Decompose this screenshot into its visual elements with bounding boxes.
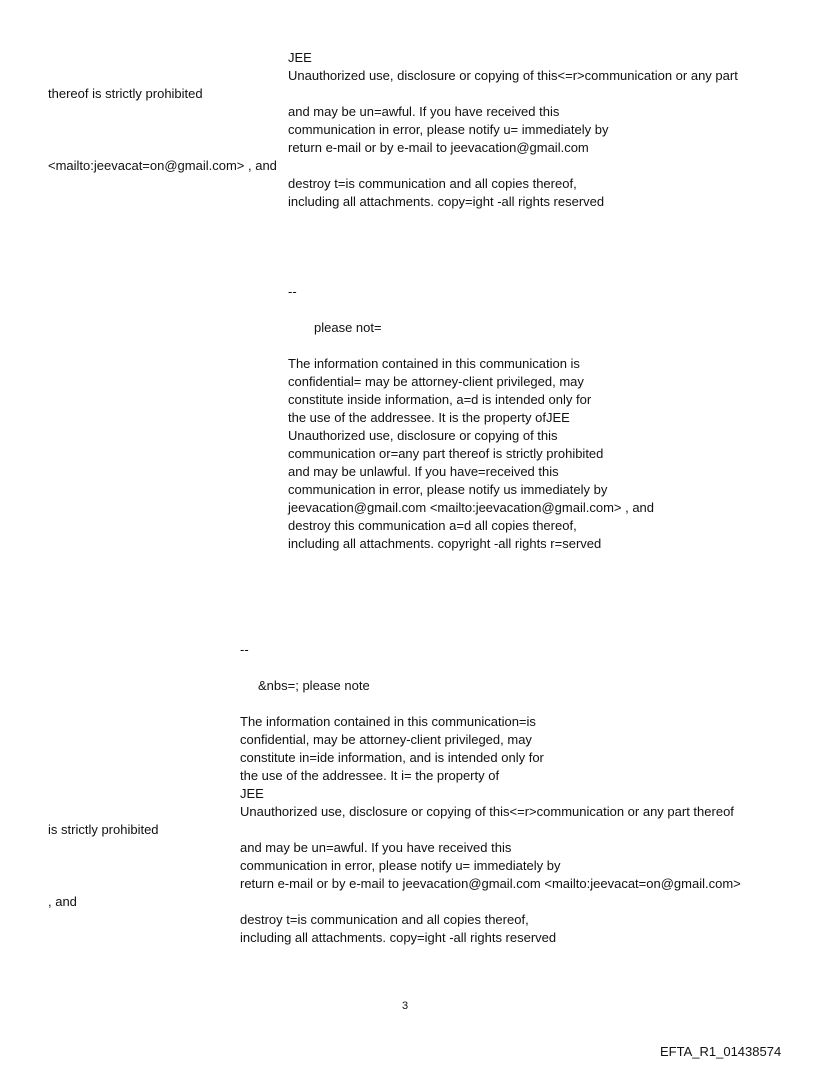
- document-id: EFTA_R1_01438574: [660, 1044, 782, 1059]
- text-line: including all attachments. copy=ight -all rights reserved: [240, 930, 557, 945]
- notice-heading: &nbs=; please note: [258, 678, 370, 693]
- separator: --: [288, 284, 297, 299]
- text-line: destroy this communication a=d all copies thereof,: [288, 518, 577, 533]
- text-line: and may be unlawful. If you have=received this: [288, 464, 559, 479]
- text-line: and may be un=awful. If you have received this: [240, 840, 512, 855]
- text-line: , and: [48, 894, 77, 909]
- text-line: communication in error, please notify us immediately by: [288, 482, 608, 497]
- separator: --: [240, 642, 249, 657]
- text-line: jeevacation@gmail.com <mailto:jeevacation@gmail.com> , and: [288, 500, 655, 515]
- notice-heading: please not=: [314, 320, 382, 335]
- text-line: destroy t=is communication and all copies thereof,: [288, 176, 577, 191]
- text-line: <mailto:jeevacat=on@gmail.com> , and: [48, 158, 277, 173]
- text-line: destroy t=is communication and all copies thereof,: [240, 912, 529, 927]
- page-number: 3: [402, 1000, 409, 1012]
- text-line: confidential, may be attorney-client privileged, may: [240, 732, 532, 747]
- text-line: JEE: [288, 50, 312, 65]
- text-line: and may be un=awful. If you have received this: [288, 104, 560, 119]
- text-line: The information contained in this communication=is: [240, 714, 536, 729]
- text-line: the use of the addressee. It is the property ofJEE: [288, 410, 570, 425]
- text-line: communication or=any part thereof is strictly prohibited: [288, 446, 604, 461]
- text-line: The information contained in this communication is: [288, 356, 580, 371]
- text-line: communication in error, please notify u= immediately by: [288, 122, 609, 137]
- text-line: return e-mail or by e-mail to jeevacation@gmail.com: [288, 140, 589, 155]
- text-line: including all attachments. copyright -all rights r=served: [288, 536, 602, 551]
- text-line: constitute in=ide information, and is intended only for: [240, 750, 544, 765]
- text-line: including all attachments. copy=ight -all rights reserved: [288, 194, 605, 209]
- text-line: JEE: [240, 786, 264, 801]
- text-line: return e-mail or by e-mail to jeevacation@gmail.com <mailto:jeevacat=on@gmail.com>: [240, 876, 741, 891]
- text-line: Unauthorized use, disclosure or copying of this<=r>communication or any part thereof: [240, 804, 734, 819]
- text-line: confidential= may be attorney-client privileged, may: [288, 374, 584, 389]
- text-line: is strictly prohibited: [48, 822, 159, 837]
- text-line: thereof is strictly prohibited: [48, 86, 203, 101]
- text-line: Unauthorized use, disclosure or copying of this<=r>communication or any part: [288, 68, 738, 83]
- text-line: communication in error, please notify u= immediately by: [240, 858, 561, 873]
- text-line: Unauthorized use, disclosure or copying of this: [288, 428, 558, 443]
- text-line: the use of the addressee. It i= the property of: [240, 768, 500, 783]
- text-line: constitute inside information, a=d is intended only for: [288, 392, 592, 407]
